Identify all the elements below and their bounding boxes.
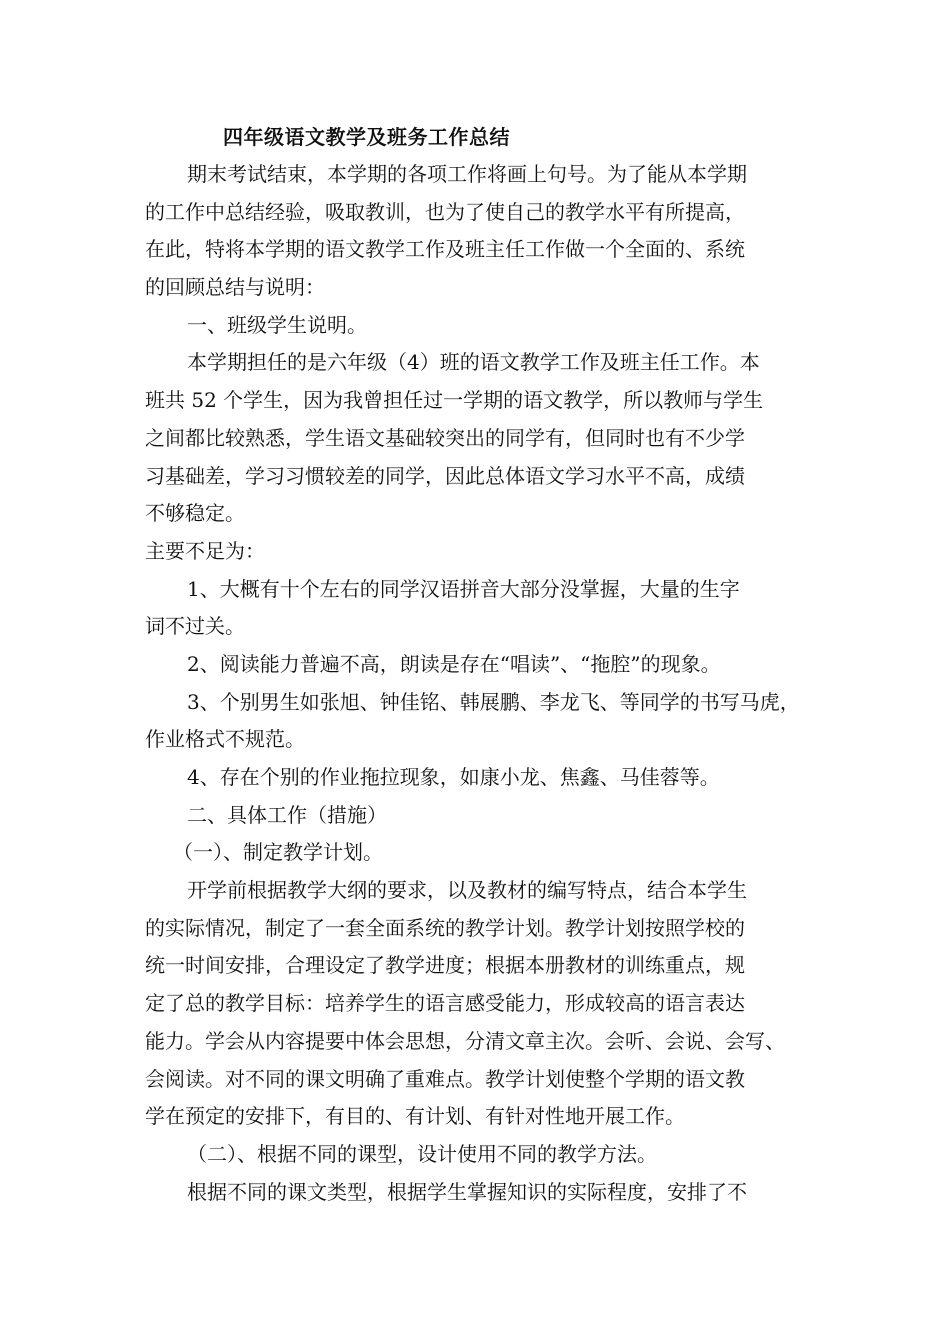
- text-line: 不够稳定。: [145, 501, 245, 526]
- text-line: 词不过关。: [145, 614, 245, 639]
- text-line: 的工作中总结经验，吸取教训，也为了使自己的教学水平有所提高，: [145, 199, 745, 224]
- text-line: 的实际情况，制定了一套全面系统的教学计划。教学计划按照学校的: [145, 915, 745, 940]
- text-line: 开学前根据教学大纲的要求，以及教材的编写特点，结合本学生: [187, 878, 747, 903]
- text-line: 2、阅读能力普遍不高，朗读是存在“唱读”、“拖腔”的现象。: [187, 651, 721, 676]
- text-line: 在此，特将本学期的语文教学工作及班主任工作做一个全面的、系统: [145, 237, 745, 262]
- text-line: 根据不同的课文类型，根据学生掌握知识的实际程度，安排了不: [187, 1179, 747, 1204]
- document-title: 四年级语文教学及班务工作总结: [223, 125, 510, 149]
- text-line: 定了总的教学目标：培养学生的语言感受能力，形成较高的语言表达: [145, 991, 745, 1016]
- text-line: 3、个别男生如张旭、钟佳铭、韩展鹏、李龙飞、等同学的书写马虎，: [187, 689, 800, 714]
- text-line: 统一时间安排，合理设定了教学进度；根据本册教材的训练重点，规: [145, 953, 745, 978]
- text-line: 1、大概有十个左右的同学汉语拼音大部分没掌握，大量的生字: [187, 576, 740, 601]
- text-line: （一）、制定教学计划。: [173, 840, 383, 865]
- text-line: 的回顾总结与说明：: [145, 275, 325, 300]
- text-line: 习基础差，学习习惯较差的同学，因此总体语文学习水平不高，成绩: [145, 463, 745, 488]
- text-line: 一、班级学生说明。: [187, 312, 367, 337]
- text-line: 会阅读。对不同的课文明确了重难点。教学计划使整个学期的语文教: [145, 1066, 745, 1091]
- text-line: 二、具体工作（措施）: [187, 802, 387, 827]
- text-line: 能力。学会从内容提要中体会思想，分清文章主次。会听、会说、会写、: [145, 1028, 785, 1053]
- text-line: 班共 52 个学生，因为我曾担任过一学期的语文教学，所以教师与学生: [145, 388, 764, 413]
- text-line: （二）、根据不同的课型，设计使用不同的教学方法。: [187, 1141, 657, 1166]
- text-line: 本学期担任的是六年级（4）班的语文教学工作及班主任工作。本: [187, 350, 760, 375]
- document-body: [145, 156, 815, 1211]
- text-line: 学在预定的安排下，有目的、有计划、有针对性地开展工作。: [145, 1104, 685, 1129]
- text-line: 主要不足为：: [145, 538, 265, 563]
- text-line: 期末考试结束，本学期的各项工作将画上句号。为了能从本学期: [187, 162, 747, 186]
- text-line: 之间都比较熟悉，学生语文基础较突出的同学有，但同时也有不少学: [145, 425, 745, 450]
- text-line: 作业格式不规范。: [145, 727, 305, 752]
- text-line: 4、存在个别的作业拖拉现象，如康小龙、焦鑫、马佳蓉等。: [187, 765, 720, 789]
